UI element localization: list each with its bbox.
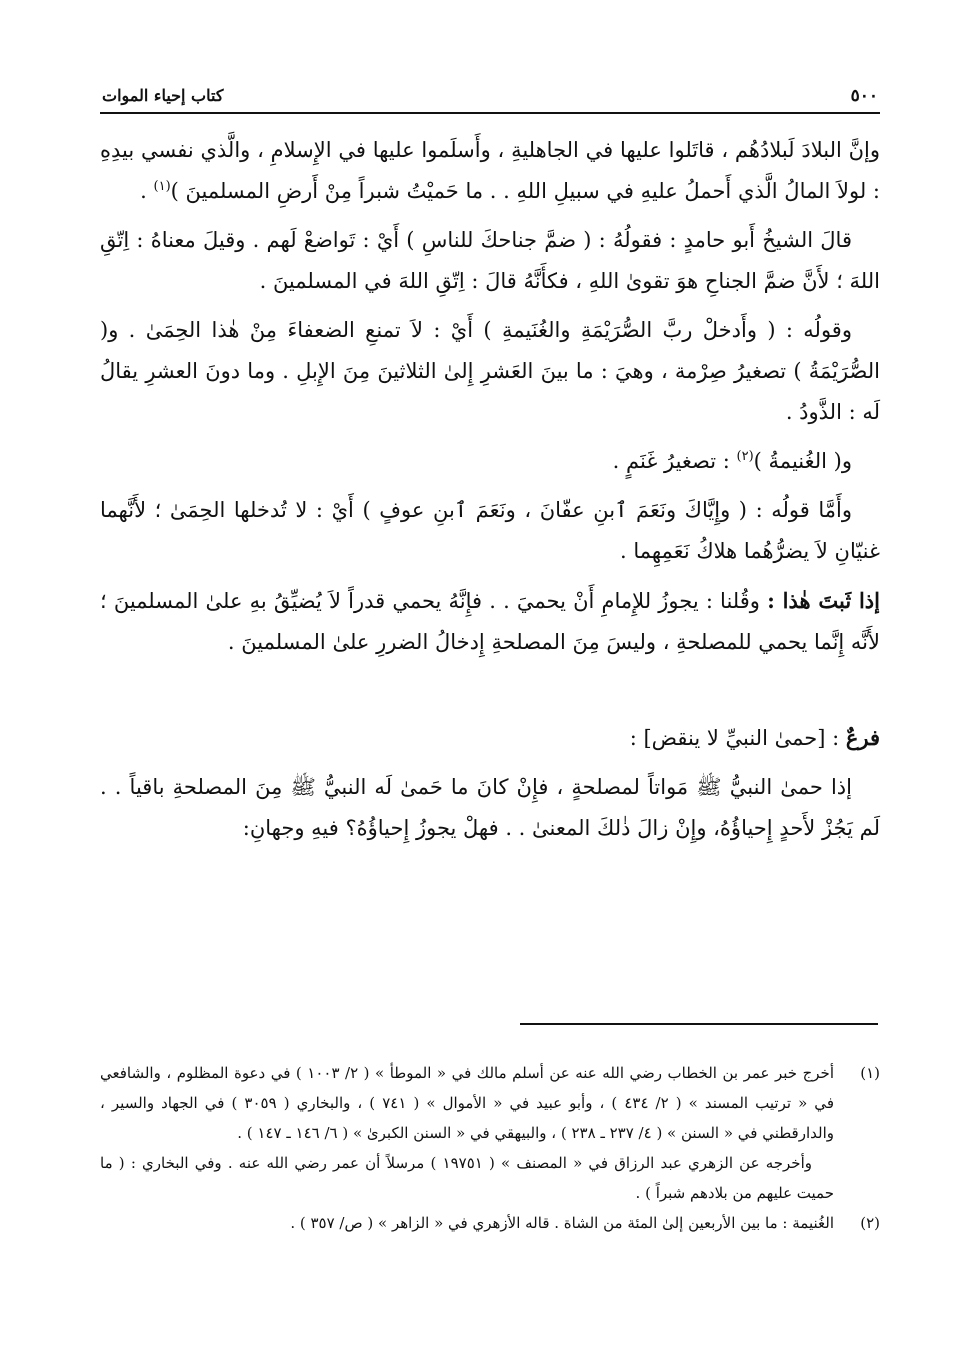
page-number: ٥٠٠ bbox=[850, 86, 878, 106]
paragraph-text-end: . bbox=[140, 179, 154, 203]
paragraph-text: وإنَّ البلادَ لَبلادُهُم ، قاتَلوا عليها في الجاهليةِ ، وأَسلَموا عليها في الإِسلامِ ، والَّذي نفسي بيدِهِ : لولاَ المالُ الَّذي أَحملُ عليهِ في سبيلِ اللهِ . . ما حَميْتُ شبراً مِنْ أَرضِ المسلمينَ ) bbox=[100, 138, 880, 203]
footnote-text: أخرج خبر عمر بن الخطاب رضي الله عنه عن أسلم مالك في « الموطأ » ( ٢/ ١٠٠٣ ) في دعوة المظلوم ، والشافعي في « ترتيب المسند » ( ٢/ ٤٣٤ ) ، وأبو عبيد في « الأموال » ( ٧٤١ ) ، والبخاري ( ٣٠٥٩ ) في الجهاد والسير ، والدارقطني في « السنن » ( ٤/ ٢٣٧ ـ ٢٣٨ ) ، والبيهقي في « السنن الكبرىٰ » ( ٦/ ١٤٦ ـ ١٤٧ ) . bbox=[100, 1064, 834, 1142]
main-text bbox=[100, 130, 880, 857]
ruling-text: وقُلنا : يجوزُ للإِمامِ أَنْ يحميَ . . فإِنَّهُ يحمي قدراً لاَ يُضيِّقُ بهِ علىٰ المسلمينَ ؛ لأَنَّه إِنَّما يحمي للمصلحةِ ، وليسَ مِنَ المصلحةِ إِدخالُ الضررِ علىٰ المسلمينَ . bbox=[100, 589, 880, 654]
paragraph-abu-hamid: قالَ الشيخُ أَبو حامدٍ : فقولُهُ : ( ضمَّ جناحكَ للناسِ ) أَيْ : تَواضعْ لَهم . وقيلَ معناهُ : اِتّقِ اللهَ ؛ لأَنَّ ضمَّ الجناحِ هوَ تقوىٰ اللهِ ، فكأَنَّهُ قالَ : اِتّقِ اللهَ في المسلمينَ . bbox=[100, 228, 880, 293]
paragraph-hadith-end bbox=[100, 130, 880, 212]
section-heading bbox=[100, 717, 880, 759]
section-title: : [حمىٰ النبيِّ لا ينقض] : bbox=[629, 726, 846, 750]
paragraph-sureimah: وقولُه : ( وأَدخلْ ربَّ الصُّرَيْمَةِ والغُنَيمةِ ) أَيْ : لاَ تمنعِ الضعفاءَ مِنْ هٰذا الحِمَىٰ . و( الصُّرَيْمَةُ ) تصغيرُ صِرْمة ، وهيَ : ما بينَ العَشرِ إِلىٰ الثلاثينَ مِنَ الإِبلِ . وما دونَ العشرِ يقالُ لَه : الذَّودُ . bbox=[100, 318, 880, 424]
paragraph-text-end: : تصغيرُ غَنَمٍ . bbox=[612, 449, 737, 473]
footnote-text: الغُنيمة : ما بين الأربعين إلىٰ المئة من الشاة . قاله الأزهري في « الزاهر » ( ص/ ٣٥٧ ) . bbox=[290, 1214, 834, 1232]
running-title: كتاب إحياء الموات bbox=[102, 86, 224, 105]
paragraph-ghunaimah bbox=[100, 441, 880, 482]
paragraph-ibn-affan: وأَمَّا قولُه : ( وإِيَّاكَ ونَعَمَ ٱبنِ عفّانَ ، ونَعَمَ ٱبنِ عوفٍ ) أَيْ : لا تُدخلها الحِمَىٰ ؛ لأَنَّهما غنيّانِ لاَ يضرُّهُما هلاكُ نَعَمِهِما . bbox=[100, 498, 880, 563]
footnotes bbox=[100, 1058, 880, 1238]
footnote-number: (١) bbox=[860, 1064, 880, 1082]
ruling-lead: إذا ثَبتَ هٰذا : bbox=[767, 588, 880, 613]
footnote-ref-1[interactable]: (١) bbox=[153, 179, 171, 194]
footnote-1-continuation: وأخرجه عن الزهري عبد الرزاق في « المصنف » ( ١٩٧٥١ ) مرسلاً أن عمر رضي الله عنه . وفي البخاري : ( ما حميت عليهم من بلادهم شبراً ) . bbox=[100, 1154, 834, 1202]
spacer bbox=[100, 671, 880, 717]
footnote-1 bbox=[100, 1058, 880, 1148]
footnote-ref-2[interactable]: (٢) bbox=[736, 449, 754, 464]
footnote-2 bbox=[100, 1208, 880, 1238]
paragraph-text: و( الغُنيمةُ ) bbox=[753, 449, 852, 473]
footnote-number: (٢) bbox=[860, 1214, 880, 1232]
footnote-divider bbox=[520, 1023, 878, 1025]
page-header bbox=[100, 86, 880, 114]
paragraph-prophet-hima: إذا حمىٰ النبيُّ ﷺ مَواتاً لمصلحةٍ ، فإِنْ كانَ ما حَمىٰ لَه النبيُّ ﷺ مِنَ المصلحةِ باقياً . . لَم يَجُزْ لأَحدٍ إِحياؤُهُ، وإِنْ زالَ ذٰلكَ المعنىٰ . . فهلْ يجوزُ إِحياؤُهُ؟ فيهِ وجهانِ: bbox=[100, 775, 880, 840]
section-label: فرعٌ bbox=[845, 725, 880, 750]
paragraph-ruling bbox=[100, 580, 880, 663]
